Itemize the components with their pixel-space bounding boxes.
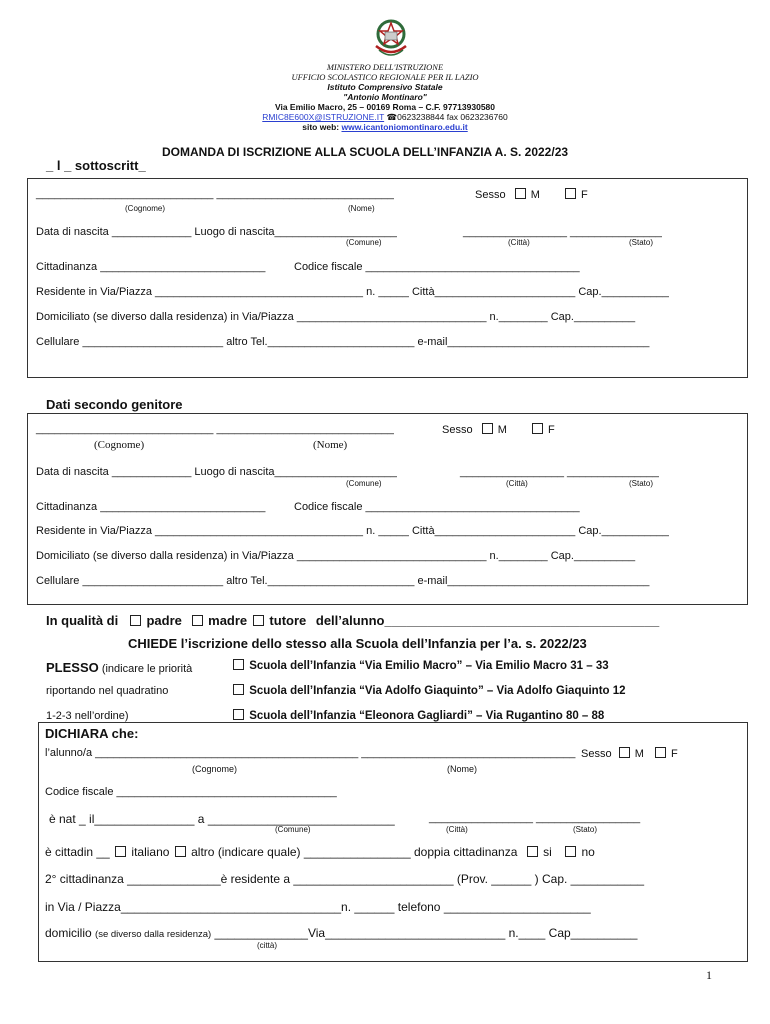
parent1-residence-field[interactable]: Residente in Via/Piazza __________________________________ n. _____ Città_______________________ Cap.___________ bbox=[36, 286, 669, 298]
tutore-label: tutore bbox=[269, 613, 307, 628]
student-fiscal-field[interactable]: Codice fiscale ____________________________________ bbox=[45, 786, 337, 798]
student-name-fields[interactable]: l’alunno/a ___________________________________________ ___________________________________ bbox=[45, 747, 576, 759]
sex-f-checkbox[interactable] bbox=[532, 423, 543, 434]
parent1-fiscal-field[interactable]: Codice fiscale ___________________________________ bbox=[294, 261, 580, 273]
comune-caption: (Comune) bbox=[346, 479, 382, 488]
plesso-option-label: Scuola dell’Infanzia “Via Adolfo Giaquinto” – Via Adolfo Giaquinto 12 bbox=[249, 685, 626, 697]
sex-label: Sesso bbox=[442, 424, 473, 436]
madre-checkbox[interactable] bbox=[192, 615, 203, 626]
sex-f-label: F bbox=[671, 748, 678, 760]
plesso-checkbox[interactable] bbox=[233, 659, 244, 670]
student-name-field[interactable]: dell’alunno______________________________________ bbox=[315, 613, 660, 628]
name-caption: (Nome) bbox=[348, 204, 375, 213]
parent2-citizenship-field[interactable]: Cittadinanza ___________________________ bbox=[36, 501, 266, 513]
parent2-domicile-field[interactable]: Domiciliato (se diverso dalla residenza) in Via/Piazza _______________________________ n.________ Cap.__________ bbox=[36, 550, 636, 562]
citizen-other-field[interactable]: (indicare quale) ________________ doppia cittadinanza bbox=[217, 845, 518, 859]
no-checkbox[interactable] bbox=[565, 846, 576, 857]
republic-emblem-icon bbox=[371, 16, 411, 60]
undersigned-label: _ l _ sottoscritt_ bbox=[46, 158, 146, 173]
comune-caption: (Comune) bbox=[275, 825, 311, 834]
student-birth-fields[interactable]: è nat _ il_______________ a ____________________________ bbox=[49, 812, 395, 826]
comune-caption: (Comune) bbox=[346, 238, 382, 247]
surname-caption: (Cognome) bbox=[125, 204, 166, 213]
plesso-option bbox=[231, 684, 626, 697]
school-name: "Antonio Montinaro" bbox=[343, 92, 427, 102]
no-label: no bbox=[581, 845, 595, 859]
citta-caption: (città) bbox=[257, 941, 277, 950]
italiano-label: italiano bbox=[131, 845, 170, 859]
sex-m-checkbox[interactable] bbox=[482, 423, 493, 434]
page-number: 1 bbox=[706, 968, 712, 982]
plesso-checkbox[interactable] bbox=[233, 684, 244, 695]
plesso-hint: (indicare le priorità bbox=[101, 663, 193, 675]
name-caption: (Nome) bbox=[447, 764, 478, 774]
parent1-mobile-field[interactable]: Cellulare _______________________ altro Tel.________________________ e-mail_________________________________ bbox=[36, 336, 650, 348]
plesso-option-label: Scuola dell’Infanzia “Via Emilio Macro” – Via Emilio Macro 31 – 33 bbox=[249, 660, 609, 672]
citta-caption: (Città) bbox=[446, 825, 468, 834]
sex-f-label: F bbox=[548, 424, 555, 436]
plesso-label bbox=[46, 660, 192, 675]
sex-label: Sesso bbox=[581, 748, 612, 760]
parent2-birth-tail[interactable]: _________________ _______________ bbox=[460, 466, 659, 478]
second-citizenship-field[interactable]: 2° cittadinanza ______________è residente a ________________________ (Prov. ______ ) Cap. ___________ bbox=[45, 872, 645, 886]
parent1-sex bbox=[475, 188, 588, 201]
stato-caption: (Stato) bbox=[629, 479, 654, 488]
plesso-hint-3: 1-2-3 nell’ordine) bbox=[46, 710, 129, 722]
phone-fax: ☎0623238844 fax 0623236760 bbox=[386, 112, 508, 122]
student-citizenship bbox=[45, 845, 595, 859]
plesso-checkbox[interactable] bbox=[233, 709, 244, 720]
student-domicile-field[interactable] bbox=[45, 926, 637, 940]
domicile-label: domicilio bbox=[45, 926, 92, 940]
institute-line: Istituto Comprensivo Statale bbox=[327, 82, 443, 92]
parent1-domicile-field[interactable]: Domiciliato (se diverso dalla residenza) in Via/Piazza _______________________________ n.________ Cap.__________ bbox=[36, 311, 636, 323]
parent2-sex bbox=[442, 423, 555, 436]
student-birth-tail[interactable]: _________________ _________________ bbox=[429, 812, 641, 824]
request-line: CHIEDE l’iscrizione dello stesso alla Scuola dell’Infanzia per l’a. s. 2022/23 bbox=[128, 636, 587, 651]
parent2-name-fields[interactable]: _____________________________ _____________________________ bbox=[36, 423, 394, 435]
sex-f-checkbox[interactable] bbox=[565, 188, 576, 199]
declares-section bbox=[38, 722, 748, 962]
parent1-citizenship-field[interactable]: Cittadinanza ___________________________ bbox=[36, 261, 266, 273]
ministry-line: MINISTERO DELL'ISTRUZIONE bbox=[326, 62, 444, 72]
padre-label: padre bbox=[146, 613, 182, 628]
website-link[interactable]: www.icantoniomontinaro.edu.it bbox=[341, 122, 468, 132]
sex-m-checkbox[interactable] bbox=[619, 747, 630, 758]
name-caption: (Nome) bbox=[313, 439, 348, 451]
citta-caption: (Città) bbox=[506, 479, 528, 488]
surname-caption: (Cognome) bbox=[94, 439, 145, 451]
plesso-option bbox=[231, 709, 604, 722]
parent1-section bbox=[27, 178, 748, 378]
declares-title: DICHIARA che: bbox=[45, 726, 139, 741]
quality-line bbox=[46, 613, 659, 628]
altro-checkbox[interactable] bbox=[175, 846, 186, 857]
plesso-option bbox=[231, 659, 609, 672]
madre-label: madre bbox=[208, 613, 248, 628]
citta-caption: (Città) bbox=[508, 238, 530, 247]
si-checkbox[interactable] bbox=[527, 846, 538, 857]
domicile-rest: ______________Via___________________________ n.____ Cap__________ bbox=[211, 926, 638, 940]
tutore-checkbox[interactable] bbox=[253, 615, 264, 626]
website-line bbox=[0, 122, 770, 132]
stato-caption: (Stato) bbox=[573, 825, 598, 834]
parent1-name-fields[interactable]: _____________________________ _____________________________ bbox=[36, 188, 394, 200]
parent1-birth-tail[interactable]: _________________ _______________ bbox=[463, 226, 662, 238]
parent2-section bbox=[27, 413, 748, 605]
sex-m-label: M bbox=[634, 748, 644, 760]
padre-checkbox[interactable] bbox=[130, 615, 141, 626]
sex-f-checkbox[interactable] bbox=[655, 747, 666, 758]
surname-caption: (Cognome) bbox=[192, 764, 238, 774]
altro-label: altro bbox=[191, 845, 215, 859]
form-title: DOMANDA DI ISCRIZIONE ALLA SCUOLA DELL’INFANZIA A. S. 2022/23 bbox=[162, 145, 569, 159]
student-sex bbox=[581, 747, 678, 760]
address-line: Via Emilio Macro, 25 – 00169 Roma – C.F. 97713930580 bbox=[274, 102, 496, 112]
parent1-birth-fields[interactable]: Data di nascita _____________ Luogo di nascita____________________ bbox=[36, 226, 397, 238]
plesso-title: PLESSO bbox=[46, 660, 99, 675]
si-label: si bbox=[543, 845, 552, 859]
stato-caption: (Stato) bbox=[629, 238, 654, 247]
office-line: UFFICIO SCOLASTICO REGIONALE PER IL LAZIO bbox=[291, 72, 479, 82]
domicile-hint: (se diverso dalla residenza) bbox=[95, 929, 212, 940]
plesso-hint-2: riportando nel quadratino bbox=[46, 685, 169, 697]
parent2-birth-fields[interactable]: Data di nascita _____________ Luogo di nascita____________________ bbox=[36, 466, 397, 478]
sex-label: Sesso bbox=[475, 189, 506, 201]
website-label: sito web: bbox=[302, 122, 340, 132]
italiano-checkbox[interactable] bbox=[115, 846, 126, 857]
quality-prefix: In qualità di bbox=[46, 613, 119, 628]
sex-m-label: M bbox=[497, 424, 507, 436]
parent2-fiscal-field[interactable]: Codice fiscale ___________________________________ bbox=[294, 501, 580, 513]
student-address-field[interactable]: in Via / Piazza_________________________________n. ______ telefono ______________________ bbox=[45, 900, 591, 914]
sex-m-label: M bbox=[530, 189, 540, 201]
contact-line bbox=[0, 112, 770, 122]
parent2-residence-field[interactable]: Residente in Via/Piazza __________________________________ n. _____ Città_______________________ Cap.___________ bbox=[36, 525, 669, 537]
sex-f-label: F bbox=[581, 189, 588, 201]
parent2-title: Dati secondo genitore bbox=[46, 397, 183, 412]
citizen-prefix: è cittadin __ bbox=[45, 845, 110, 859]
parent2-mobile-field[interactable]: Cellulare _______________________ altro Tel.________________________ e-mail_________________________________ bbox=[36, 575, 650, 587]
plesso-option-label: Scuola dell’Infanzia “Eleonora Gagliardi” – Via Rugantino 80 – 88 bbox=[249, 710, 605, 722]
email-link[interactable]: RMIC8E600X@ISTRUZIONE.IT bbox=[262, 112, 385, 122]
sex-m-checkbox[interactable] bbox=[515, 188, 526, 199]
